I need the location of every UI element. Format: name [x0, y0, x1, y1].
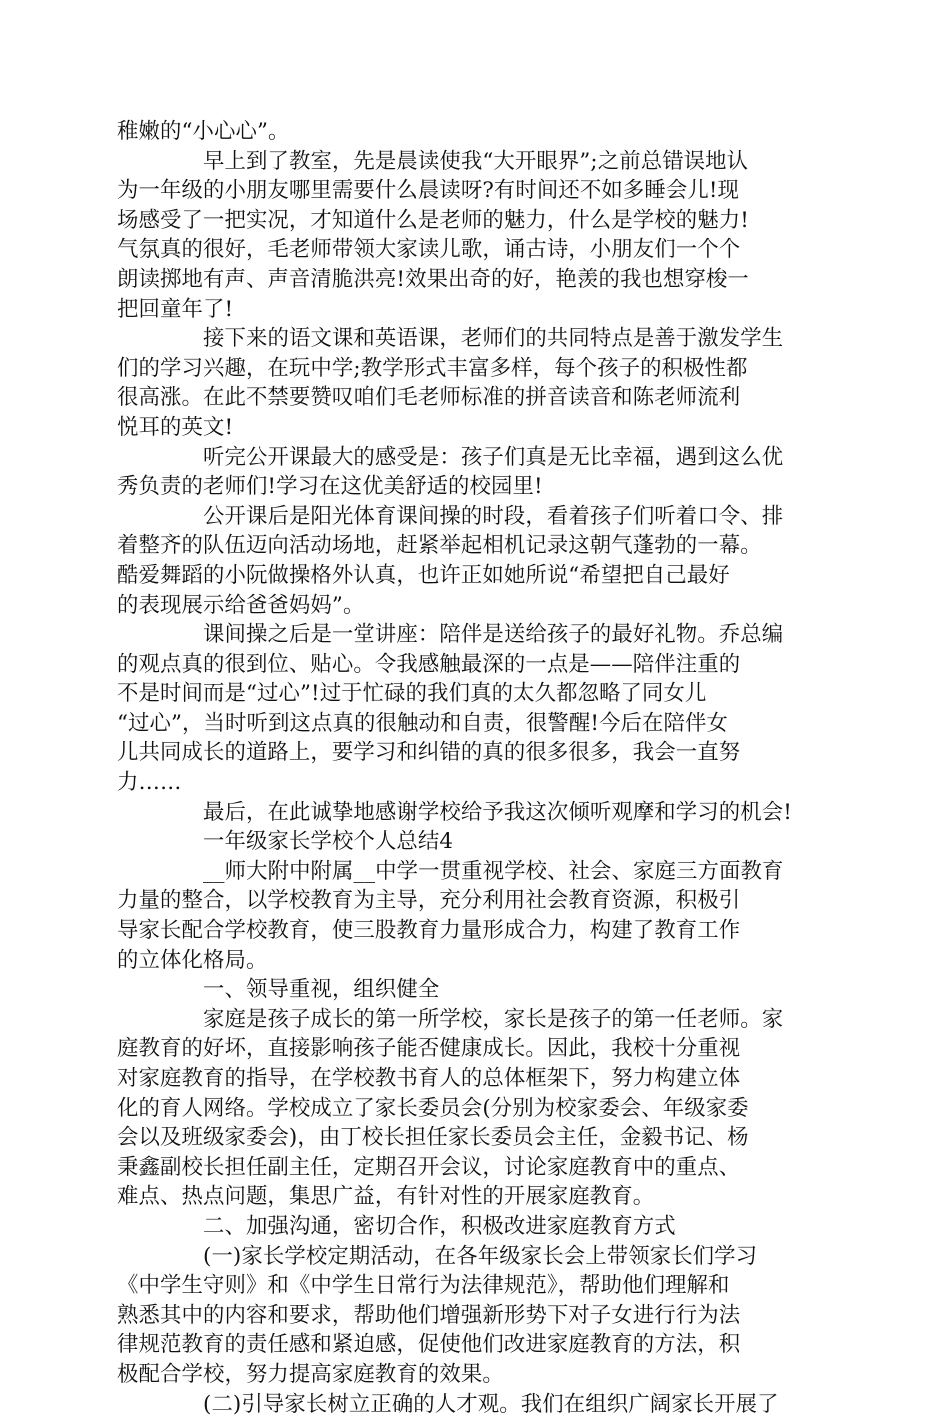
text-line: 接下来的语文课和英语课，老师们的共同特点是善于激发学生	[203, 326, 784, 352]
text-line: 公开课后是阳光体育课间操的时段，看着孩子们听着口令、排	[203, 503, 784, 529]
text-line: 律规范教育的责任感和紧迫感，促使他们改进家庭教育的方法，积	[117, 1332, 741, 1358]
text-line: 的观点真的很到位、贴心。令我感触最深的一点是——陪伴注重的	[117, 651, 741, 677]
text-line: 朗读掷地有声、声音清脆洪亮!效果出奇的好，艳羡的我也想穿梭一	[117, 266, 749, 292]
text-line: 儿共同成长的道路上，要学习和纠错的真的很多很多，我会一直努	[117, 740, 741, 766]
text-line: 秉鑫副校长担任副主任，定期召开会议，讨论家庭教育中的重点、	[117, 1154, 741, 1180]
text-line: 极配合学校，努力提高家庭教育的效果。	[117, 1361, 504, 1387]
text-line: (二)引导家长树立正确的人才观。我们在组织广阔家长开展了	[203, 1391, 779, 1417]
text-line: 课间操之后是一堂讲座：陪伴是送给孩子的最好礼物。乔总编	[203, 622, 784, 648]
text-line: 悦耳的英文!	[117, 414, 234, 440]
text-line: 力量的整合，以学校教育为主导，充分利用社会教育资源，积极引	[117, 888, 741, 914]
text-line: “过心”，当时听到这点真的很触动和自责，很警醒!今后在陪伴女	[117, 710, 729, 736]
text-line: 家庭是孩子成长的第一所学校，家长是孩子的第一任老师。家	[203, 1006, 784, 1032]
text-line: 最后，在此诚挚地感谢学校给予我这次倾听观摩和学习的机会!	[203, 799, 792, 825]
text-line: 着整齐的队伍迈向活动场地，赶紧举起相机记录这朝气蓬勃的一幕。	[117, 533, 762, 559]
text-line: 酷爱舞蹈的小阮做操格外认真，也许正如她所说“希望把自己最好	[117, 562, 730, 588]
text-line: 气氛真的很好，毛老师带领大家读儿歌，诵古诗，小朋友们一个个	[117, 237, 741, 263]
text-line: 一年级家长学校个人总结4	[203, 829, 454, 855]
text-line: 早上到了教室，先是晨读使我“大开眼界”;之前总错误地认	[203, 148, 749, 174]
text-line: 的立体化格局。	[117, 947, 268, 973]
text-line: 力……	[117, 770, 182, 796]
text-line: 一、领导重视，组织健全	[203, 977, 440, 1003]
text-line: 《中学生守则》和《中学生日常行为法律规范》，帮助他们理解和	[117, 1273, 730, 1299]
text-line: 对家庭教育的指导，在学校教书育人的总体框架下，努力构建立体	[117, 1066, 741, 1091]
text-line: 秀负责的老师们!学习在这优美舒适的校园里!	[117, 474, 543, 500]
text-line: 会以及班级家委会)，由丁校长担任家长委员会主任，金毅书记、杨	[117, 1125, 749, 1151]
text-line: 很高涨。在此不禁要赞叹咱们毛老师标准的拼音读音和陈老师流利	[117, 385, 741, 411]
text-line: 不是时间而是“过心”!过于忙碌的我们真的太久都忽略了同女儿	[117, 681, 707, 707]
text-line: 熟悉其中的内容和要求，帮助他们增强新形势下对子女进行行为法	[117, 1302, 741, 1328]
text-line: 庭教育的好坏，直接影响孩子能否健康成长。因此，我校十分重视	[117, 1036, 741, 1062]
text-line: 们的学习兴趣，在玩中学;教学形式丰富多样，每个孩子的积极性都	[117, 355, 748, 381]
text-line: (一)家长学校定期活动，在各年级家长会上带领家长们学习	[203, 1243, 758, 1269]
text-line: 稚嫩的“小心心”。	[117, 119, 290, 144]
text-line: 化的育人网络。学校成立了家长委员会(分别为校家委会、年级家委	[117, 1095, 749, 1121]
text-line: 导家长配合学校教育，使三股教育力量形成合力，构建了教育工作	[117, 918, 741, 944]
text-line: 把回童年了!	[117, 296, 234, 322]
text-line: 二、加强沟通，密切合作，积极改进家庭教育方式	[203, 1213, 676, 1239]
text-line: __师大附中附属__中学一贯重视学校、社会、家庭三方面教育	[203, 858, 784, 884]
text-line: 的表现展示给爸爸妈妈”。	[117, 592, 365, 618]
text-line: 场感受了一把实况，才知道什么是老师的魅力，什么是学校的魅力!	[117, 207, 749, 233]
text-line: 听完公开课最大的感受是：孩子们真是无比幸福，遇到这么优	[203, 444, 784, 470]
text-line: 为一年级的小朋友哪里需要什么晨读呀?有时间还不如多睡会儿!现	[117, 178, 740, 204]
text-line: 难点、热点问题，集思广益，有针对性的开展家庭教育。	[117, 1184, 655, 1210]
document-body	[117, 117, 829, 1419]
